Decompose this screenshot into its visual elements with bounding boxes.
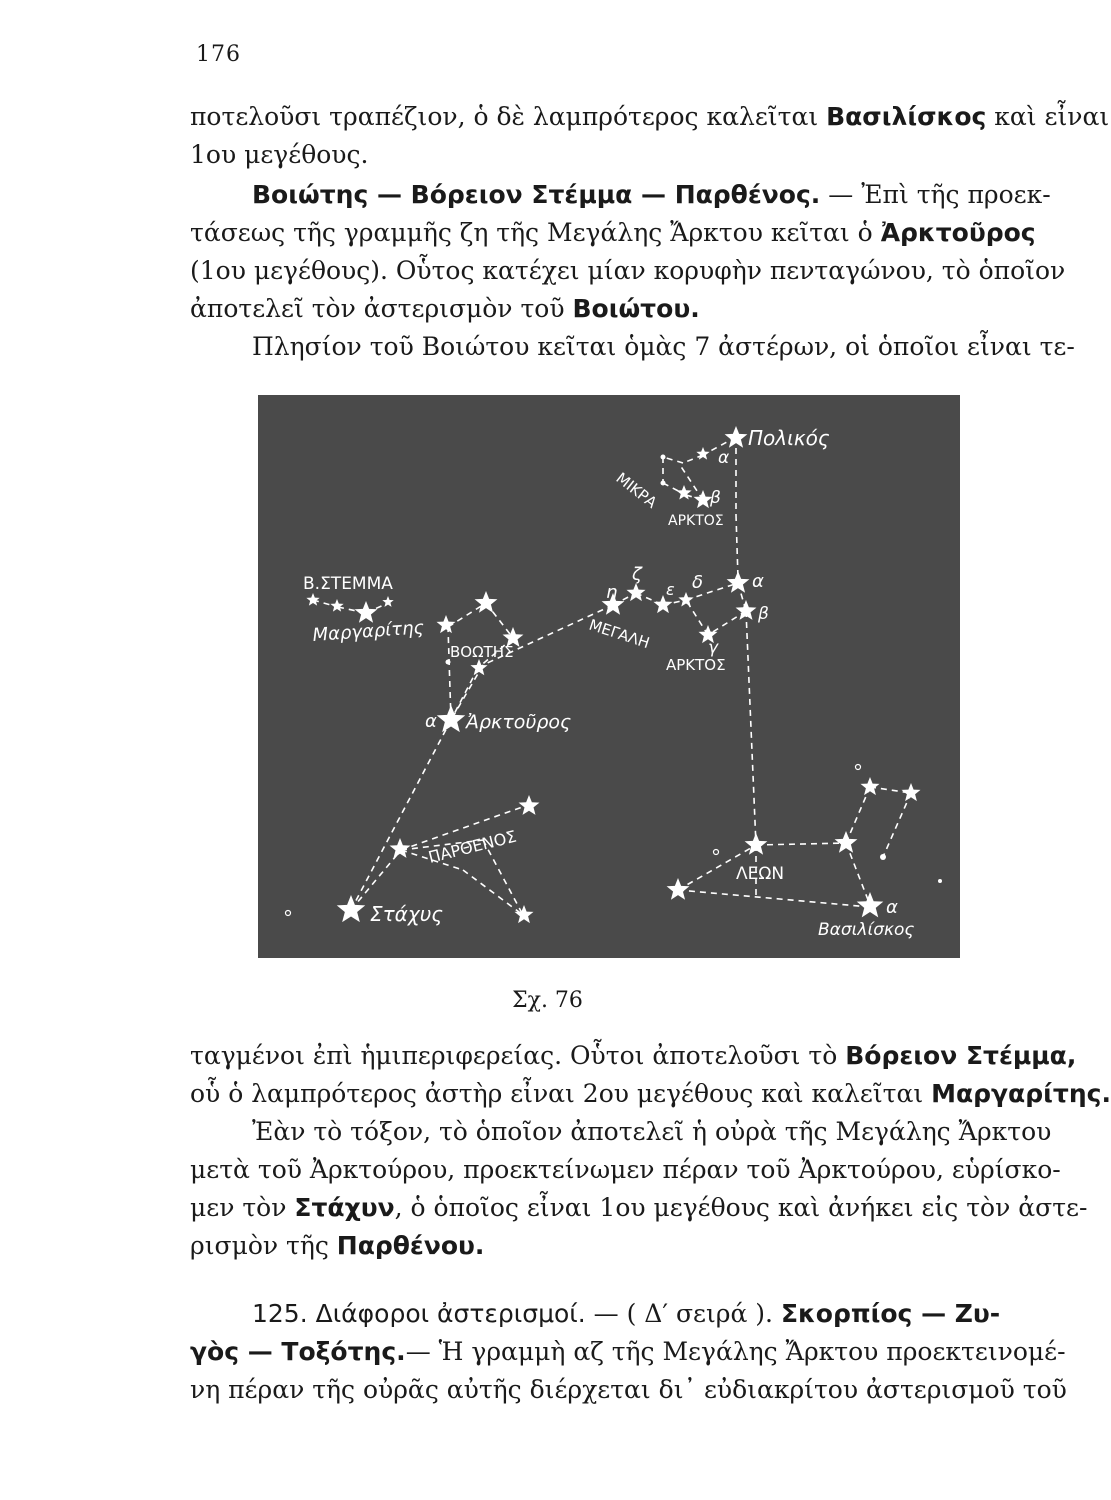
label-megali: ΜΕΓΑΛΗ <box>586 615 652 653</box>
text-line: Ἐὰν τὸ τόξον, τὸ ὁποῖον ἀποτελεῖ ἡ οὐρὰ τῆς Μεγάλης Ἄρκτου <box>252 1117 1052 1146</box>
alpha-major-star <box>727 571 750 593</box>
delta-star <box>678 592 693 606</box>
star <box>835 831 858 853</box>
margaritis-star <box>355 601 378 623</box>
heading-boiotis: Βοιώτης — Βόρειον Στέμμα — Παρθένος. <box>252 180 821 209</box>
figure-caption: Σχ. 76 <box>512 988 583 1013</box>
paragraph-1 <box>190 98 1110 174</box>
star <box>515 905 534 923</box>
text-line: Βοιώτης — Βόρειον Στέμμα — Παρθένος. — Ἐπὶ τῆς προεκ- <box>252 180 1051 209</box>
paragraph-2 <box>190 176 1066 328</box>
label-bootis: ΒΟΩΤΗΣ <box>450 643 514 661</box>
label-regulus-alpha: α <box>886 897 898 918</box>
paragraph-4 <box>190 1037 1111 1113</box>
star <box>286 911 291 916</box>
term-vasiliskos: Βασιλίσκος <box>826 102 987 131</box>
label-epsilon: ε <box>666 580 675 599</box>
label-parthenos: ΠΑΡΘΕΝΟΣ <box>426 826 519 867</box>
term-boreion-stemma: Βόρειον Στέμμα, <box>845 1041 1077 1070</box>
star <box>902 783 921 801</box>
star <box>696 447 709 460</box>
text-line: ποτελοῦσι τραπέζιον, ὁ δὲ λαμπρότερος καλεῖται Βασιλίσκος καὶ εἶναι <box>190 102 1110 131</box>
label-alpha-polaris: α <box>718 448 730 468</box>
label-vasiliskos: Βασιλίσκος <box>818 920 915 940</box>
term-skorpios: Σκορπίος — Ζυ- <box>780 1299 1001 1328</box>
label-stachys: Στάχυς <box>370 902 444 926</box>
text-line: Πλησίον τοῦ Βοιώτου κεῖται ὁμὰς 7 ἀστέρων, οἱ ὁποῖοι εἶναι τε- <box>252 332 1075 361</box>
text-line: 125. Διάφοροι ἀστερισμοί. — ( Δ′ σειρά ). Σκορπίος — Ζυ- <box>252 1299 1001 1328</box>
term-parthenou: Παρθένου. <box>336 1231 485 1260</box>
term-boiotou: Βοιώτου. <box>572 294 700 323</box>
text-line: οὗ ὁ λαμπρότερος ἀστὴρ εἶναι 2ου μεγέθους καὶ καλεῖται Μαργαρίτης. <box>190 1079 1111 1108</box>
paragraph-5 <box>190 1113 1088 1265</box>
section-125 <box>190 1295 1067 1409</box>
star <box>938 879 942 883</box>
label-beta-minor: β <box>710 488 721 508</box>
zeta-star <box>627 583 646 601</box>
arcturus-star <box>437 705 466 732</box>
label-arktos-minor: ΑΡΚΤΟΣ <box>668 513 724 529</box>
star <box>330 599 343 612</box>
label-mikra: ΜΙΚΡΑ <box>612 468 661 512</box>
paragraph-3 <box>190 328 1075 366</box>
chart-labels <box>303 426 914 940</box>
text-line: (1ου μεγέθους). Οὗτος κατέχει μίαν κορυφὴν πενταγώνου, τὸ ὁποῖον <box>190 256 1066 285</box>
label-vstemma: Β.ΣΤΕΜΜΑ <box>303 574 393 594</box>
text-line: γὸς — Τοξότης.— Ἡ γραμμὴ αζ τῆς Μεγάλης Ἄρκτου προεκτεινομέ- <box>190 1337 1066 1366</box>
star <box>390 838 411 858</box>
text-line: τάσεως τῆς γραμμῆς ζη τῆς Μεγάλης Ἄρκτου κεῖται ὁ Ἀρκτοῦρος <box>190 218 1036 247</box>
star <box>661 481 666 486</box>
regulus-star <box>857 892 884 917</box>
star <box>306 593 319 606</box>
star <box>667 878 690 900</box>
term-margaritis: Μαργαρίτης. <box>931 1079 1111 1108</box>
label-leon: ΛΕΩΝ <box>736 864 785 884</box>
star <box>745 833 768 855</box>
text-line: ταγμένοι ἐπὶ ἡμιπεριφερείας. Οὗτοι ἀποτελοῦσι τὸ Βόρειον Στέμμα, <box>190 1041 1077 1070</box>
star-chart <box>258 395 960 958</box>
star <box>382 596 393 607</box>
polaris-star <box>725 426 748 448</box>
star <box>519 795 540 815</box>
text-line: ἀποτελεῖ τὸν ἀστερισμὸν τοῦ Βοιώτου. <box>190 294 700 323</box>
label-alpha-major: α <box>752 571 764 592</box>
label-arktos-major: ΑΡΚΤΟΣ <box>666 656 726 674</box>
section-number: 125. <box>252 1299 308 1328</box>
constellation-lines <box>313 437 911 915</box>
star <box>676 485 691 499</box>
star <box>437 615 456 633</box>
star <box>861 777 880 795</box>
star <box>475 591 498 613</box>
label-gamma-major: γ <box>708 638 719 658</box>
label-margaritis: Μαργαρίτης <box>311 617 425 646</box>
text-line: μετὰ τοῦ Ἀρκτούρου, προεκτείνωμεν πέραν τοῦ Ἀρκτούρου, εὑρίσκο- <box>190 1155 1061 1184</box>
label-beta-major: β <box>758 604 769 624</box>
label-arktouros-alpha: α <box>425 711 437 732</box>
star-chart-figure <box>258 395 960 958</box>
term-arktouros: Ἀρκτοῦρος <box>880 218 1036 247</box>
label-arktouros: Ἀρκτοῦρος <box>466 711 572 733</box>
label-eta: η <box>606 582 618 603</box>
text-line: νη πέραν τῆς οὐρᾶς αὐτῆς διέρχεται δι᾽ εὐδιακρίτου ἀστερισμοῦ τοῦ <box>190 1375 1067 1404</box>
label-polikos: Πολικός <box>748 426 830 450</box>
label-delta: δ <box>692 572 704 593</box>
text-line: 1ου μεγέθους. <box>190 140 369 169</box>
label-zeta: ζ <box>632 564 642 585</box>
page-number: 176 <box>196 42 241 67</box>
text-line: ρισμὸν τῆς Παρθένου. <box>190 1231 485 1260</box>
star <box>714 850 719 855</box>
term-toxotis: γὸς — Τοξότης. <box>190 1337 406 1366</box>
star <box>661 455 666 460</box>
text-line: μεν τὸν Στάχυν, ὁ ὁποῖος εἶναι 1ου μεγέθους καὶ ἀνήκει εἰς τὸν ἀστε- <box>190 1193 1088 1222</box>
star <box>856 765 861 770</box>
term-stachyn: Στάχυν <box>294 1193 395 1222</box>
star <box>880 854 886 860</box>
section-title: Διάφοροι ἀστερισμοί. <box>307 1299 586 1328</box>
